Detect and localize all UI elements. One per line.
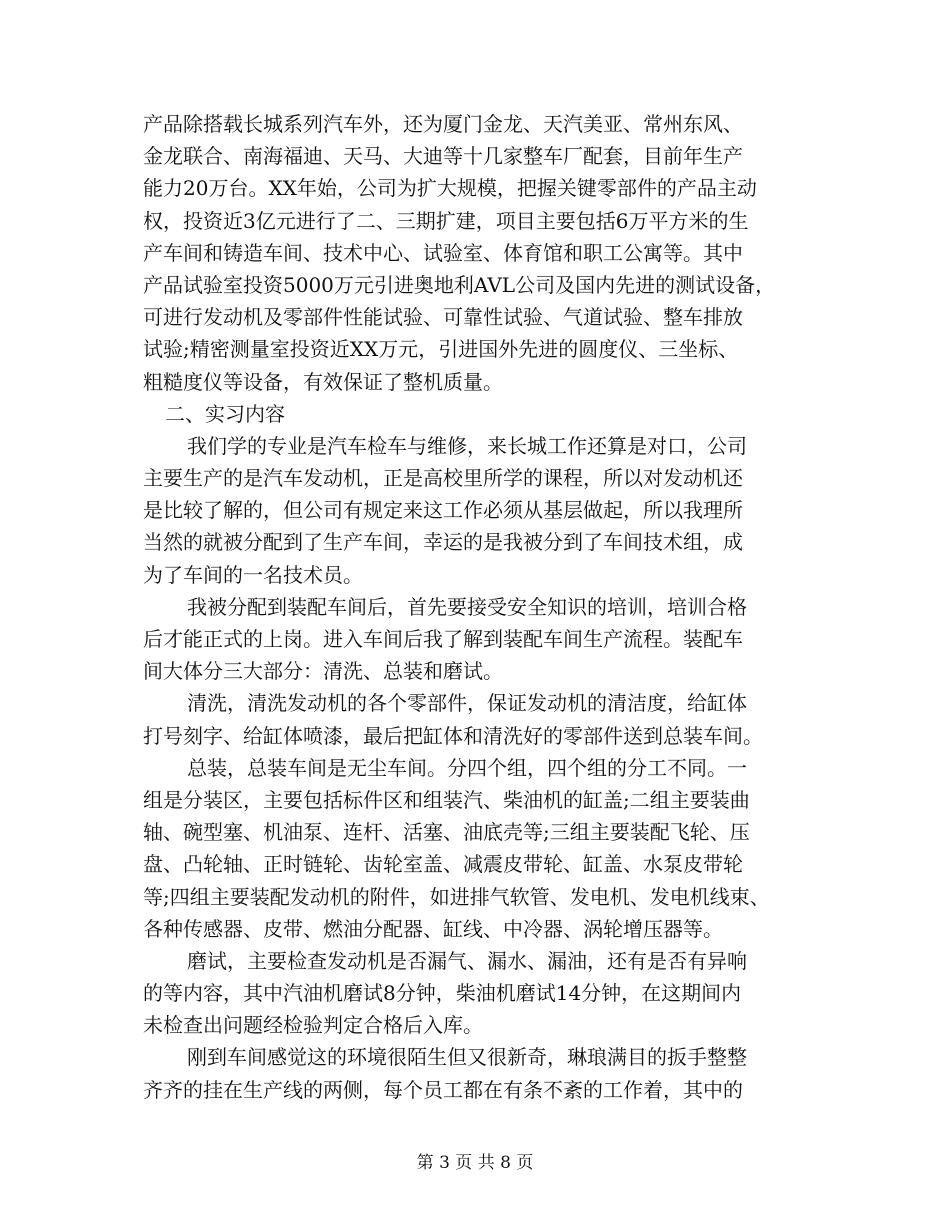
paragraph-cleaning: [143, 687, 823, 751]
text-line: 金龙联合、南海福迪、天马、大迪等十几家整车厂配套，目前年生产: [143, 144, 743, 169]
text-line: 我被分配到装配车间后，首先要接受安全知识的培训，培训合格: [187, 594, 747, 619]
text-line: 我们学的专业是汽车检车与维修，来长城工作还算是对口，公司: [187, 433, 747, 458]
intro-paragraph: [143, 108, 823, 398]
text-line: 清洗，清洗发动机的各个零部件，保证发动机的清洁度，给缸体: [187, 691, 747, 716]
page-number-footer: 第 3 页 共 8 页: [416, 1153, 534, 1173]
document-body: [143, 108, 823, 1106]
text-line: 能力20万台。XX年始，公司为扩大规模，把握关键零部件的产品主动: [143, 176, 757, 201]
text-line: 等;四组主要装配发动机的附件，如进排气软管、发电机、发电机线束、: [143, 884, 770, 909]
text-line: 产品试验室投资5000万元引进奥地利AVL公司及国内先进的测试设备，: [143, 272, 776, 297]
text-line: 未检查出问题经检验判定合格后入库。: [143, 1013, 483, 1038]
text-line: 的等内容，其中汽油机磨试8分钟，柴油机磨试14分钟，在这期间内: [143, 981, 742, 1006]
text-line: 磨试，主要检查发动机是否漏气、漏水、漏油，还有是否有异响: [187, 948, 747, 973]
text-line: 打号刻字、给缸体喷漆，最后把缸体和清洗好的零部件送到总装车间。: [143, 723, 763, 748]
text-line: 轴、碗型塞、机油泵、连杆、活塞、油底壳等;三组主要装配飞轮、压: [143, 820, 750, 845]
text-line: 主要生产的是汽车发动机，正是高校里所学的课程，所以对发动机还: [143, 466, 743, 491]
text-line: 是比较了解的，但公司有规定来这工作必须从基层做起，所以我理所: [143, 498, 743, 523]
text-line: 试验;精密测量室投资近XX万元，引进国外先进的圆度仪、三坐标、: [143, 337, 739, 362]
text-line: 粗糙度仪等设备，有效保证了整机质量。: [143, 369, 503, 394]
paragraph-major: [143, 430, 823, 591]
text-line: 当然的就被分配到了生产车间，幸运的是我被分到了车间技术组，成: [143, 530, 743, 555]
text-line: 权，投资近3亿元进行了二、三期扩建，项目主要包括6万平方米的生: [143, 208, 749, 233]
text-line: 后才能正式的上岗。进入车间后我了解到装配车间生产流程。装配车: [143, 627, 743, 651]
paragraph-assembly: [143, 752, 823, 945]
text-line: 组是分装区，主要包括标件区和组装汽、柴油机的缸盖;二组主要装曲: [143, 787, 750, 812]
text-line: 间大体分三大部分：清洗、总装和磨试。: [143, 659, 503, 684]
text-line: 可进行发动机及零部件性能试验、可靠性试验、气道试验、整车排放: [143, 305, 743, 330]
section-heading: 二、实习内容: [165, 401, 285, 426]
text-line: 齐齐的挂在生产线的两侧，每个员工都在有条不紊的工作着，其中的: [143, 1077, 743, 1102]
text-line: 盘、凸轮轴、正时链轮、齿轮室盖、减震皮带轮、缸盖、水泵皮带轮: [143, 852, 743, 877]
paragraph-assignment: [143, 591, 823, 688]
text-line: 产车间和铸造车间、技术中心、试验室、体育馆和职工公寓等。其中: [143, 240, 743, 265]
paragraph-testing: [143, 945, 823, 1042]
paragraph-impression: [143, 1041, 823, 1105]
text-line: 各种传感器、皮带、燃油分配器、缸线、中冷器、涡轮增压器等。: [143, 916, 723, 941]
text-line: 刚到车间感觉这的环境很陌生但又很新奇，琳琅满目的扳手整整: [187, 1045, 747, 1070]
text-line: 为了车间的一名技术员。: [143, 562, 363, 587]
text-line: 产品除搭载长城系列汽车外，还为厦门金龙、天汽美亚、常州东风、: [143, 112, 743, 136]
text-line: 总装，总装车间是无尘车间。分四个组，四个组的分工不同。一: [187, 755, 747, 780]
